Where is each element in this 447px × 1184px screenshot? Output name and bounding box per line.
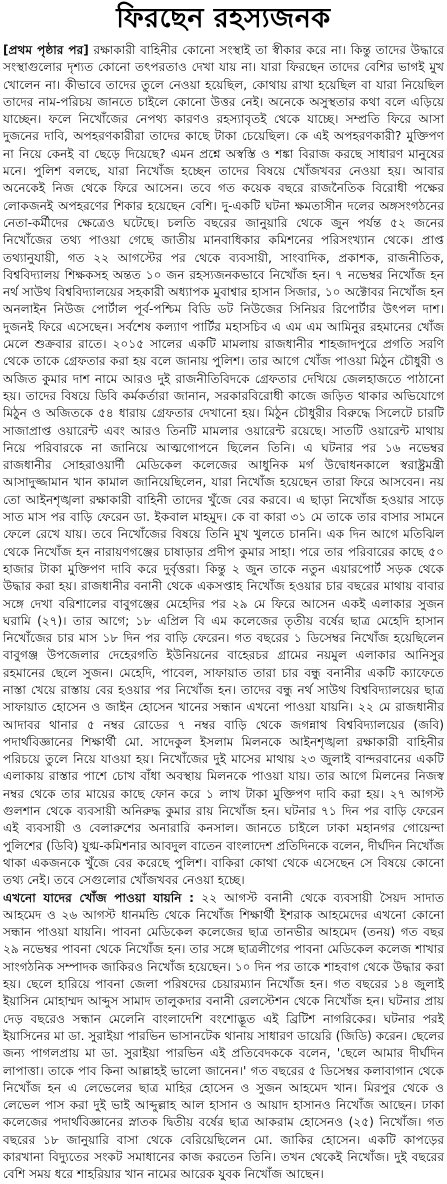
article-paragraph-2 <box>3 890 444 1184</box>
paragraph-1-text: রক্ষাকারী বাহিনীর কোনো সংস্থাই তা স্বীকার করে না। কিন্তু তাদের উদ্ধারে সংস্থাগুলোর দৃশ্যত কোনো তৎপরতাও দেখা যায় না। যারা ফিরছেন তাদের বেশির ভাগই মুখ খোলেন না। কীভাবে তাদের তুলে নেওয়া হয়েছিল, কোথায় রাখা হয়েছিল বা যারা নিয়েছিল তাদের নাম-পরিচয় জানতে চাইলে কোনো উত্তর নেই। অনেকে অসুস্থতার কথা বলে এড়িয়ে যাচ্ছেন। ফলে নিখোঁজের নেপথ্য কারণও রহস্যাবৃতই থেকে যাচ্ছে। সম্প্রতি ফিরে আসা দুজনের দাবি, অপহরণকারীরা তাদের কাছে টাকা চেয়েছিল। কে এই অপহরণকারী? মুক্তিপণ না নিয়ে কেনই বা ছেড়ে দিয়েছে? এমন প্রশ্নে অস্বস্তি ও শঙ্কা বিরাজ করছে সাধারণ মানুষের মনে। পুলিশ বলছে, যারা নিখোঁজ হচ্ছেন তাদের বিষয়ে খোঁজখবর নেওয়া হয়। আবার অনেকেই নিজ থেকে ফিরে আসেন। তবে গত কয়েক বছরে রাজনৈতিক বিরোধী পক্ষের লোকজনই অপহরণের শিকার হয়েছেন বেশি। দু-একটি ঘটনা ক্ষমতাসীন দলের অঙ্গসংগঠনের নেতা-কর্মীদের ক্ষেত্রেও ঘটেছে। চলতি বছরের জানুয়ারি থেকে জুন পর্যন্ত ৫২ জনের নিখোঁজের তথ্য পাওয়া গেছে জাতীয় মানবাধিকার কমিশনের পরিসংখ্যান থেকে। প্রাপ্ত তথ্যানুযায়ী, গত ২২ আগস্টের পর থেকে ব্যবসায়ী, সাংবাদিক, প্রকাশক, রাজনীতিক, বিশ্ববিদ্যালয় শিক্ষকসহ অন্তত ১০ জন রহস্যজনকভাবে নিখোঁজ হন। ৭ নভেম্বর নিখোঁজ হন নর্থ সাউথ বিশ্ববিদ্যালয়ের সহকারী অধ্যাপক মুবাশ্বার হাসান সিজার, ১০ অক্টোবর নিখোঁজ হন অনলাইন নিউজ পোর্টাল পূর্ব-পশ্চিম বিডি ডট নিউজের সিনিয়র রিপোর্টার উৎপল দাশ। দুজনই ফিরে এসেছেন। সর্বশেষ কল্যাণ পার্টির মহাসচিব এ এম এম আমিনুর রহমানের খোঁজ মেলে শুক্রবার রাতে। ২০১৫ সালের একটি মামলায় রাজধানীর শাহজাদপুরে প্রগতি সরণি থেকে তাকে গ্রেফতার করা হয় বলে জানায় পুলিশ। তার আগে খোঁজ পাওয়া মিঠুন চৌধুরী ও অজিত কুমার দাশ নামে আরও দুই রাজনীতিবিদকে গ্রেফতার দেখিয়ে জেলহাজতে পাঠানো হয়। তাদের বিষয়ে ডিবি কর্মকর্তারা জানান, সরকারবিরোধী কাজে জড়িত থাকার অভিযোগে মিঠুন ও অজিতকে ৫৪ ধারায় গ্রেফতার দেখানো হয়। মিঠুন চৌধুরীর বিরুদ্ধে সিলেটে চারটি সাজাপ্রাপ্ত ওয়ারেন্ট এবং আরও তিনটি মামলার ওয়ারেন্ট রয়েছে। সাতটি ওয়ারেন্ট মাথায় নিয়ে পরিবারকে না জানিয়ে আত্মগোপনে ছিলেন তিনি। এ ঘটনার পর ১৬ নভেম্বর রাজধানীর সোহরাওয়ার্দী মেডিকেল কলেজের আধুনিক মর্গ উদ্বোধনকালে স্বরাষ্ট্রমন্ত্রী আসাদুজ্জামান খান কামাল জানিয়েছিলেন, যারা নিখোঁজ হয়েছেন তারা ফিরে আসবেন। নয় তো আইনশৃঙ্খলা রক্ষাকারী বাহিনী তাদের খুঁজে বের করবে। এ ছাড়া নিখোঁজ হওয়ার সাড়ে সাত মাস পর বাড়ি ফেরেন ডা. ইকবাল মাহমুদ। কে বা কারা ৩১ মে তাকে তার বাসার সামনে ফেলে রেখে যায়। তবে নিখোঁজের বিষয়ে তিনি মুখ খুলতে চাননি। এক দিন আগে মতিঝিল থেকে নিখোঁজ হন নারায়ণগঞ্জের চাষাড়ার প্রদীপ কুমার সাহা। পরে তার পরিবারের কাছে ৫০ হাজার টাকা মুক্তিপণ দাবি করে দুর্বৃত্তরা। কিন্তু ২ জুন তাকে নতুন এয়ারপোর্ট সড়ক থেকে উদ্ধার করা হয়। রাজধানীর বনানী থেকে একসপ্তাহ নিখোঁজ হওয়ার চার বছরের মাথায় বাবার সঙ্গে দেখা বরিশালের বাবুগঞ্জের মেহেদির পর ২৯ মে ফিরে আসেন একই এলাকার সুজন ঘরামি (২৭)। তার আগে; ১৮ এপ্রিল বি এম কলেজের তৃতীয় বর্ষের ছাত্র মেহেদি হাসান নিখোঁজের চার মাস ১৮ দিন পর বাড়ি ফেরেন। গত বছরের ১ ডিসেম্বর নিখোঁজ হয়েছিলেন বাবুগঞ্জ উপজেলার দেহেরগতি ইউনিয়নের বাহেরচর গ্রামের নয়মুল এলাকার আনিসুর রহমানের ছেলে সুজন। মেহেদি, পাবেল, সাফায়াত তারা চার বন্ধু বনানীর একটি ক্যাফেতে নাস্তা খেয়ে রাস্তায় বের হওয়ার পর নিখোঁজ হন। তাদের বন্ধু নর্থ সাউথ বিশ্ববিদ্যালয়ের ছাত্র সাফায়াত হোসেন ও জাইন হোসেন খানের সন্ধান এখনো পাওয়া যায়নি। ২২ মে রাজধানীর আদাবর থানার ৫ নম্বর রোডের ৭ নম্বর বাড়ি থেকে জগন্নাথ বিশ্ববিদ্যালয়ের (জবি) পদার্থবিজ্ঞানের শিক্ষার্থী মো. সাদেকুল ইসলাম মিলনকে আইনশৃঙ্খলা রক্ষাকারী বাহিনীর পরিচয়ে তুলে নিয়ে যাওয়া হয়। নিখোঁজের দুই মাসের মাথায় ২৩ জুলাই বান্দরবানের একটি এলাকায় রাস্তার পাশে চোখ বাঁধা অবস্থায় মিলনকে পাওয়া যায়। তার আগে মিলনের নিজস্ব নম্বর থেকে তার মায়ের কাছে ফোন করে ১ লাখ টাকা মুক্তিপণ দাবি করা হয়। ২৭ আগস্ট গুলশান থেকে ব্যবসায়ী অনিরুদ্ধ কুমার রায় নিখোঁজ হন। ঘটনার ৭১ দিন পর বাড়ি ফেরেন এই ব্যবসায়ী ও বেলারুশের অনারারি কনসাল। জানতে চাইলে ঢাকা মহানগর গোয়েন্দা পুলিশের (ডিবি) যুগ্ম-কমিশনার আবদুল বাতেন বাংলাদেশ প্রতিদিনকে বলেন, দীর্ঘদিন নিখোঁজ থাকা একজনকে খুঁজে বের করেছে পুলিশ। বাকিরা কোথা থেকে এসেছেন সে বিষয়ে কোনো তথ্য নেই। তবে সেগুলোর খোঁজখবর নেওয়া হচ্ছে। <box>3 43 444 888</box>
article-paragraph-1 <box>3 42 444 890</box>
paragraph-2-text: ২২ আগস্ট বনানী থেকে ব্যবসায়ী সৈয়দ সাদাত আহমেদ ও ২৬ আগস্ট ধানমন্ডি থেকে নিখোঁজ শিক্ষার্থী ইশরাক আহমেদের এখনো কোনো সন্ধান পাওয়া যায়নি। পাবনা মেডিকেল কলেজের ছাত্র তানভীর আহমেদ (তনয়) গত বছর ২৯ নভেম্বর পাবনা থেকে নিখোঁজ হন। তার সঙ্গে ছাত্রলীগের পাবনা মেডিকেল কলেজ শাখার সাংগঠনিক সম্পাদক জাকিরও নিখোঁজ হয়েছেন। ১০ দিন পর তাকে শাহবাগ থেকে উদ্ধার করা হয়। ছেলে হারিয়ে পাবনা জেলা পরিষদের চেয়ারম্যান নিখোঁজ হন। গত বছরের ১৪ জুলাই ইয়াসিন মোহাম্মদ আব্দুস সামাদ তালুকদার বনানী রেলস্টেশন থেকে নিখোঁজ হন। ঘটনার প্রায় দেড় বছরেও সন্ধান মেলেনি বাংলাদেশি বংশোদ্ভূত এই ব্রিটিশ নাগরিকের। ঘটনার পরই ইয়াসিনের মা ডা. সুরাইয়া পারভিন ভাসানটেক থানায় সাধারণ ডায়েরি (জিডি) করেন। ছেলের জন্য পাগলপ্রায় মা ডা. সুরাইয়া পারভিন এই প্রতিবেদককে বলেন, 'ছেলে আমার দীর্ঘদিন লাপাত্তা। তাকে পাব কিনা আল্লাহই ভালো জানেন।' গত বছরের ৫ ডিসেম্বর কলাবাগান থেকে নিখোঁজ হন এ লেভেলের ছাত্র মাহির হোসেন ও সুজন আহমেদ খান। মিরপুর থেকে ও লেভেল পাস করা দুই ভাই আব্দুল্লাহ আল হাসান ও আয়াদ হাসানও নিখোঁজ আছেন। ঢাকা কলেজের পদার্থবিজ্ঞানের স্নাতক দ্বিতীয় বর্ষের ছাত্র আকরাম হোসেনও (২৫) নিখোঁজ। গত বছরের ১৮ জানুয়ারি বাসা থেকে বেরিয়েছিলেন মো. জাকির হোসেন। একটি কাপড়ের কারখানা বিদ্যুতের সংকট সমাধানের কাজ করতেন তিনি। তখন থেকেই নিখোঁজ। দুই বছরের বেশি সময় ধরে শাহরিয়ার খান নামের আরেক যুবক নিখোঁজ আছেন। <box>3 890 444 1182</box>
section-subhead: এখনো যাদের খোঁজ পাওয়া যায়নি : <box>3 890 195 905</box>
article-body <box>3 42 444 1182</box>
continuation-label: [প্রথম পৃষ্ঠার পর] <box>3 43 89 57</box>
article-headline: ফিরছেন রহস্যজনক <box>116 3 331 34</box>
